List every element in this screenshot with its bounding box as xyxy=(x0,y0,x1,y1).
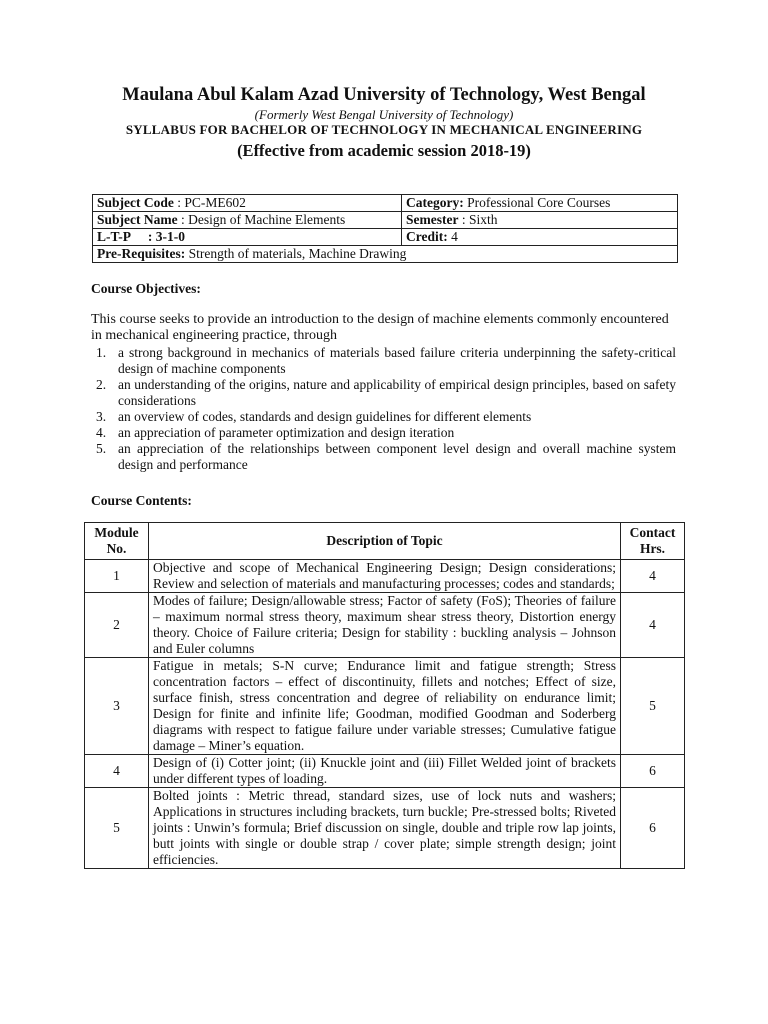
course-contents-body xyxy=(85,560,685,869)
table-row xyxy=(85,658,685,755)
table-row xyxy=(85,755,685,788)
objective-number: 2. xyxy=(96,377,107,392)
objective-item xyxy=(96,377,676,409)
info-row xyxy=(93,229,678,246)
credit-value: 4 xyxy=(447,229,458,244)
subject-code-value: : PC-ME602 xyxy=(177,195,246,210)
subject-name-label: Subject Name xyxy=(97,212,178,227)
category-label: Category: xyxy=(406,195,464,210)
info-row xyxy=(93,195,678,212)
syllabus-title: SYLLABUS FOR BACHELOR OF TECHNOLOGY IN MECHANICAL ENGINEERING xyxy=(125,122,643,137)
contact-hours: 5 xyxy=(621,658,685,755)
category-value: Professional Core Courses xyxy=(463,195,611,210)
semester-label: Semester xyxy=(406,212,459,227)
objective-text: a strong background in mechanics of materials based failure criteria underpinning the safety-critical design of machine components xyxy=(118,345,676,376)
prereq-label: Pre-Requisites: xyxy=(97,246,186,261)
table-row xyxy=(85,593,685,658)
subject-name-cell xyxy=(93,212,402,229)
col-description-header: Description of Topic xyxy=(149,523,621,560)
objective-number: 5. xyxy=(96,441,107,456)
topic-description: Bolted joints : Metric thread, standard sizes, use of lock nuts and washers; Applications in structures including brackets, turn buckle; Pre-stressed bolts; Riveted joints : Unwin’s formula; Brief discussion on single, double and triple row lap joints, butt joints with single or double strap / cover plate; simple strength design; joint efficiencies. xyxy=(149,788,621,869)
objective-number: 4. xyxy=(96,425,107,440)
prereq-value: Strength of materials, Machine Drawing xyxy=(185,246,407,261)
topic-description: Fatigue in metals; S-N curve; Endurance limit and fatigue strength; Stress concentration factors – effect of discontinuity, fillets and notches; Effect of size, surface finish, stress concentration and degree of reliability on endurance limit; Design for finite and infinite life; Goodman, modified Goodman and Soderberg diagrams with respect to fatigue failure under variable stresses; Cumulative fatigue damage – Miner’s equation. xyxy=(149,658,621,755)
objective-text: an understanding of the origins, nature and applicability of empirical design principles, based on safety considerations xyxy=(118,377,676,408)
objective-text: an appreciation of the relationships between component level design and overall machine system design and performance xyxy=(118,441,676,472)
table-header-row xyxy=(85,523,685,560)
objective-item xyxy=(96,425,676,441)
ltp-label: L-T-P xyxy=(97,229,132,244)
module-number: 5 xyxy=(85,788,149,869)
objective-item xyxy=(96,345,676,377)
subject-code-label: Subject Code xyxy=(97,195,174,210)
contact-hours: 6 xyxy=(621,755,685,788)
university-title: Maulana Abul Kalam Azad University of Technology, West Bengal xyxy=(122,85,646,105)
objective-text: an appreciation of parameter optimization and design iteration xyxy=(118,425,455,440)
objectives-heading: Course Objectives: xyxy=(91,281,201,296)
credit-label: Credit: xyxy=(406,229,448,244)
objective-item xyxy=(96,441,676,473)
contact-hours: 4 xyxy=(621,560,685,593)
topic-description: Modes of failure; Design/allowable stress; Factor of safety (FoS); Theories of failure – maximum normal stress theory, maximum shear stress theory, Distortion energy theory. Choice of Failure criteria; Design for stability : buckling analysis – Johnson and Euler columns xyxy=(149,593,621,658)
objective-number: 1. xyxy=(96,345,107,360)
prereq-cell xyxy=(93,246,678,263)
ltp-cell xyxy=(93,229,402,246)
col-hours-header: Contact Hrs. xyxy=(621,523,685,560)
contact-hours: 4 xyxy=(621,593,685,658)
objectives-intro: This course seeks to provide an introduction to the design of machine elements commonly encountered in mechanical engineering practice, through xyxy=(91,312,669,343)
module-number: 1 xyxy=(85,560,149,593)
effective-session: (Effective from academic session 2018-19) xyxy=(237,141,531,160)
semester-cell xyxy=(402,212,678,229)
contact-hours: 6 xyxy=(621,788,685,869)
topic-description: Objective and scope of Mechanical Engineering Design; Design considerations; Review and selection of materials and manufacturing processes; codes and standards; xyxy=(149,560,621,593)
topic-description: Design of (i) Cotter joint; (ii) Knuckle joint and (iii) Fillet Welded joint of brackets under different types of loading. xyxy=(149,755,621,788)
contents-heading: Course Contents: xyxy=(91,493,192,508)
table-row xyxy=(85,788,685,869)
credit-cell xyxy=(402,229,678,246)
objectives-list xyxy=(96,345,676,473)
ltp-value: : 3-1-0 xyxy=(147,229,186,244)
objective-number: 3. xyxy=(96,409,107,424)
module-number: 4 xyxy=(85,755,149,788)
category-cell xyxy=(402,195,678,212)
table-row xyxy=(85,560,685,593)
objective-item xyxy=(96,409,676,425)
module-number: 3 xyxy=(85,658,149,755)
subject-name-value: : Design of Machine Elements xyxy=(181,212,346,227)
formerly-subtitle: (Formerly West Bengal University of Technology) xyxy=(254,107,514,122)
objective-text: an overview of codes, standards and design guidelines for different elements xyxy=(118,409,532,424)
col-module-header: Module No. xyxy=(85,523,149,560)
semester-value: : Sixth xyxy=(461,212,498,227)
course-contents-table xyxy=(84,522,685,869)
module-number: 2 xyxy=(85,593,149,658)
subject-code-cell xyxy=(93,195,402,212)
info-row xyxy=(93,212,678,229)
info-row xyxy=(93,246,678,263)
subject-info-table xyxy=(92,194,678,263)
